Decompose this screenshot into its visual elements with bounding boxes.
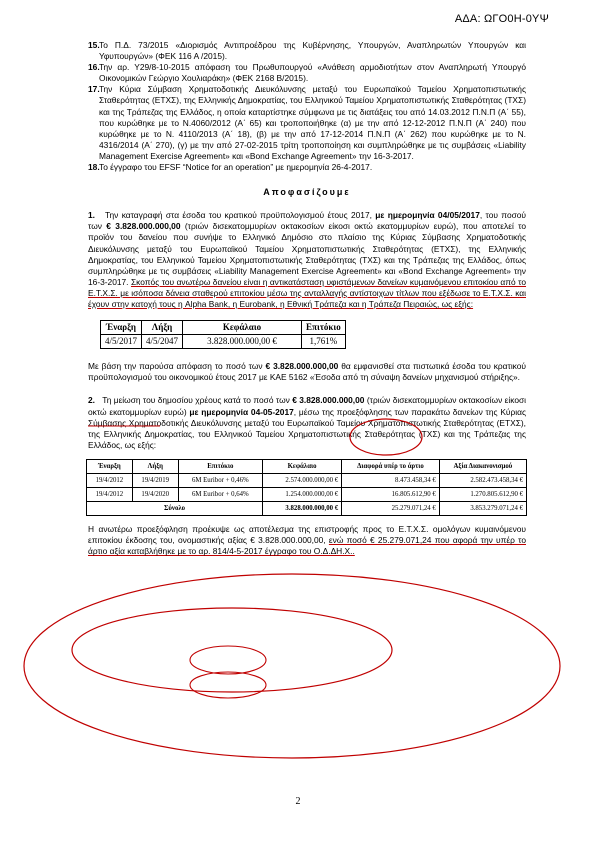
cell-capital: 2.574.000.000,00 € — [263, 474, 342, 488]
col-rate: Επιτόκιο — [178, 459, 262, 473]
total-label: Σύνολο — [87, 502, 263, 516]
rate-oval-annotation — [190, 646, 266, 674]
ada-code: ΑΔΑ: ΩΓΟ0Η-0ΥΨ — [454, 13, 549, 25]
prepayment-table — [86, 459, 527, 516]
cell-end: 4/5/2047 — [142, 335, 183, 349]
col-start: Έναρξη — [101, 321, 142, 335]
item-text: Το Π.Δ. 73/2015 «Διορισμός Αντιπροέδρου της Κυβέρνησης, Υπουργών, Αναπληρωτών Υπουργών και Υφυπουργών» (ΦΕΚ 116 Α /2015). — [99, 40, 526, 62]
date-bold: με ημερομηνία 04/05/2017 — [375, 210, 480, 221]
item-text: Την Κύρια Σύμβαση Χρηματοδοτικής Διευκόλυνσης μεταξύ του Ευρωπαϊκού Ταμείου Χρηματοπιστωτικής Σταθερότητας (ΕΤΧΣ), της Ελληνικής Δημοκρατίας, του Ελληνικού Ταμείου Χρηματοπιστωτικής Σταθερότητας (ΤΧΣ) και της Τράπεζας της Ελλάδος, η οποία καταρτίστηκε σύμφωνα με τις διατάξεις του από 14.03.2012 Π.Ν.Π (Α΄ 55), που κυρώθηκε με το Ν.4060/2012 (Α΄ 65) και τροποποιήθηκε (α) με την από 12-12-2012 Π.Ν.Π (Α΄ 240) που κυρώθηκε με το Ν. 4110/2013 (Α΄ 18), (β) με την από 17-12-2014 Π.Ν.Π (Α΄ 262) που κυρώθηκε με το Ν. 4316/2014 (Α΄ 270), (γ) με την από 27-02-2015 τρίτη τροποποίηση και συμπληρώθηκε με τις συμβάσεις «Liability Management Exercise Agreement» και «Bond Exchange Agreement» την 16-3-2017. — [99, 84, 526, 161]
table-header-row — [87, 459, 527, 473]
text-run: (τριών δισεκατομμυρίων οκτακοσίων είκοσι οκτώ εκατομμυρίων ευρώ), που αποτελεί το προϊόν του δανείου που συνήψε το Ελληνικό Δημόσιο στο πλαίσιο της Κύριας Σύμβασης Χρηματοδοτικής Διευκόλυνσης μεταξύ του Ευρωπαϊκού Ταμείου Χρηματοπιστωτικής Σταθερότητας (ΕΤΧΣ), της Ελληνικής Δημοκρατίας, του Ελληνικού Ταμείου Χρηματοπιστωτικής Σταθερότητας (ΤΧΣ) και της Τράπεζας της Ελλάδος, όπως συμπληρώθηκε με τις συμβάσεις «Liability Management Exercise Agreement» και «Bond Exchange Agreement» την 16-3-2017. — [88, 221, 527, 287]
cell-rate: 1,761% — [302, 335, 346, 349]
amount-bold: € 3.828.000.000,00 — [265, 361, 339, 372]
considerations-item-16 — [88, 62, 526, 84]
cell-capital: 1.254.000.000,00 € — [263, 488, 342, 502]
document-body — [88, 40, 526, 558]
considerations-item-18 — [88, 162, 526, 173]
date-bold: με ημερομηνία 04-05-2017 — [189, 406, 294, 417]
paragraph-number: 2. — [88, 395, 95, 406]
decision-heading: Αποφασίζουμε — [263, 187, 351, 198]
cell-premium: 16.805.612,90 € — [342, 488, 440, 502]
col-capital: Κεφάλαιο — [263, 459, 342, 473]
amount-bold: € 3.828.000.000,00 — [106, 221, 181, 232]
col-settlement: Αξία Διακανονισμού — [439, 459, 526, 473]
col-rate: Επιτόκιο — [302, 321, 346, 335]
text-run: , μέσω της προεξόφλησης των παρακάτω δανείων της Κύριας Σύμβασης Χρηματοδοτικής Διευκόλυνσης μεταξύ του Ευρωπαϊκού Ταμείου Χρηματοπιστωτικής Σταθερότητας (ΕΤΧΣ), της Ελληνικής Δημοκρατίας, του Ελληνικού Ταμείου Χρηματοπιστωτικής Σταθερότητας (ΤΧΣ) και της Τράπεζας της Ελλάδος, ως εξής: — [88, 406, 526, 450]
item-number: 17. — [88, 84, 100, 95]
cell-premium: 8.473.458,34 € — [342, 474, 440, 488]
decision-paragraph-2 — [88, 395, 526, 450]
table-row — [87, 474, 527, 488]
total-settlement: 3.853.279.071,24 € — [439, 502, 526, 516]
considerations-item-17 — [88, 84, 526, 162]
underlined-purpose: Σκοπός του ανωτέρω δανείου είναι η αντικατάσταση υφιστάμενων δανείων κυμαινόμενου επιτοκίου από το Ε.Τ.Χ.Σ. με ισόποσα δάνεια σταθερού επιτοκίου μέσω της ανταλλαγής αντίστοιχων τίτλων που εξέδωσε το Ε.Τ.Χ.Σ. και έχουν στην κατοχή τους η Alpha Bank, η Eurobank, η Εθνική Τράπεζα και η Τράπεζα Πειραιώς, ως εξής: — [88, 276, 527, 309]
item-text: Την αρ. Υ29/8-10-2015 απόφαση του Πρωθυπουργού «Ανάθεση αρμοδιοτήτων στον Αναπληρωτή Υπουργό Οικονομικών Γεώργιο Χουλιαράκη» (ΦΕΚ 2168 Β/2015). — [99, 62, 526, 84]
col-start: Έναρξη — [87, 459, 133, 473]
col-end: Λήξη — [142, 321, 183, 335]
table-total-row — [87, 502, 527, 516]
text-run: Τη μείωση του δημοσίου χρέους κατά το ποσό των — [102, 395, 293, 406]
text-run: , του ποσού των — [88, 210, 527, 232]
cell-settlement: 1.270.805.612,90 € — [439, 488, 526, 502]
cell-rate: 6M Euribor + 0,46% — [178, 474, 262, 488]
col-end: Λήξη — [132, 459, 178, 473]
budget-paragraph — [88, 361, 526, 383]
decision-paragraph-1 — [88, 210, 526, 310]
settlement-paragraph — [88, 524, 526, 557]
item-number: 15. — [88, 40, 100, 50]
amount-bold: € 3.828.000.000,00 — [292, 395, 365, 406]
cell-start: 4/5/2017 — [101, 335, 142, 349]
cell-rate: 6M Euribor + 0,64% — [178, 488, 262, 502]
table-row — [87, 488, 527, 502]
underlined-premium: ενώ ποσό € 25.279.071,24 που αφορά την υπέρ το άρτιο αξία καταβλήθηκε με το αρ. 814/4-5-2017 έγγραφο του Ο.Δ.ΔΗ.Χ.. — [88, 535, 526, 557]
text-run: Η ανωτέρω προεξόφληση προέκυψε ως αποτέλεσμα της επιστροφής προς το Ε.Τ.Χ.Σ. ομολόγων κυμαινόμενου επιτοκίου έκδοσης του, ονομαστικής αξίας € 3.828.000.000,00, — [88, 524, 526, 546]
table-row — [101, 335, 346, 349]
large-oval-annotation — [24, 574, 560, 758]
text-run: θα εμφανισθεί στα πιστωτικά έσοδα του κρατικού προϋπολογισμού του οικονομικού έτους 2017 με ΚΑΕ 5162 «Έσοδα από τη σύναψη δανείων μηχανισμού στήριξης». — [88, 361, 527, 383]
table-header-row — [101, 321, 346, 335]
col-premium: Διαφορά υπέρ το άρτιο — [342, 459, 440, 473]
loan-table — [100, 320, 346, 349]
cell-start: 19/4/2012 — [87, 488, 133, 502]
text-run: Την καταγραφή στα έσοδα του κρατικού προϋπολογισμού έτους 2017, — [105, 210, 376, 221]
cell-capital: 3.828.000.000,00 € — [183, 335, 302, 349]
paragraph-number: 1. — [88, 210, 95, 221]
text-run: Με βάση την παρούσα απόφαση το ποσό των — [88, 361, 266, 372]
table-oval-annotation — [72, 608, 392, 692]
cell-start: 19/4/2012 — [87, 474, 133, 488]
cell-end: 19/4/2020 — [132, 488, 178, 502]
item-number: 16. — [88, 62, 100, 73]
item-number: 18. — [88, 162, 100, 173]
total-capital: 3.828.000.000,00 € — [263, 502, 342, 516]
rate-oval-annotation-2 — [190, 672, 266, 698]
item-text: Το έγγραφο του EFSF “Notice for an operation” με ημερομηνία 26-4-2017. — [99, 162, 373, 173]
cell-end: 19/4/2019 — [132, 474, 178, 488]
total-premium: 25.279.071,24 € — [342, 502, 440, 516]
page-number: 2 — [295, 796, 301, 807]
considerations-item-15 — [88, 40, 526, 62]
col-capital: Κεφάλαιο — [183, 321, 302, 335]
cell-settlement: 2.582.473.458,34 € — [439, 474, 526, 488]
text-run: (τριών δισεκατομμυρίων οκτακοσίων είκοσι οκτώ εκατομμυρίων ευρώ) — [88, 395, 527, 417]
